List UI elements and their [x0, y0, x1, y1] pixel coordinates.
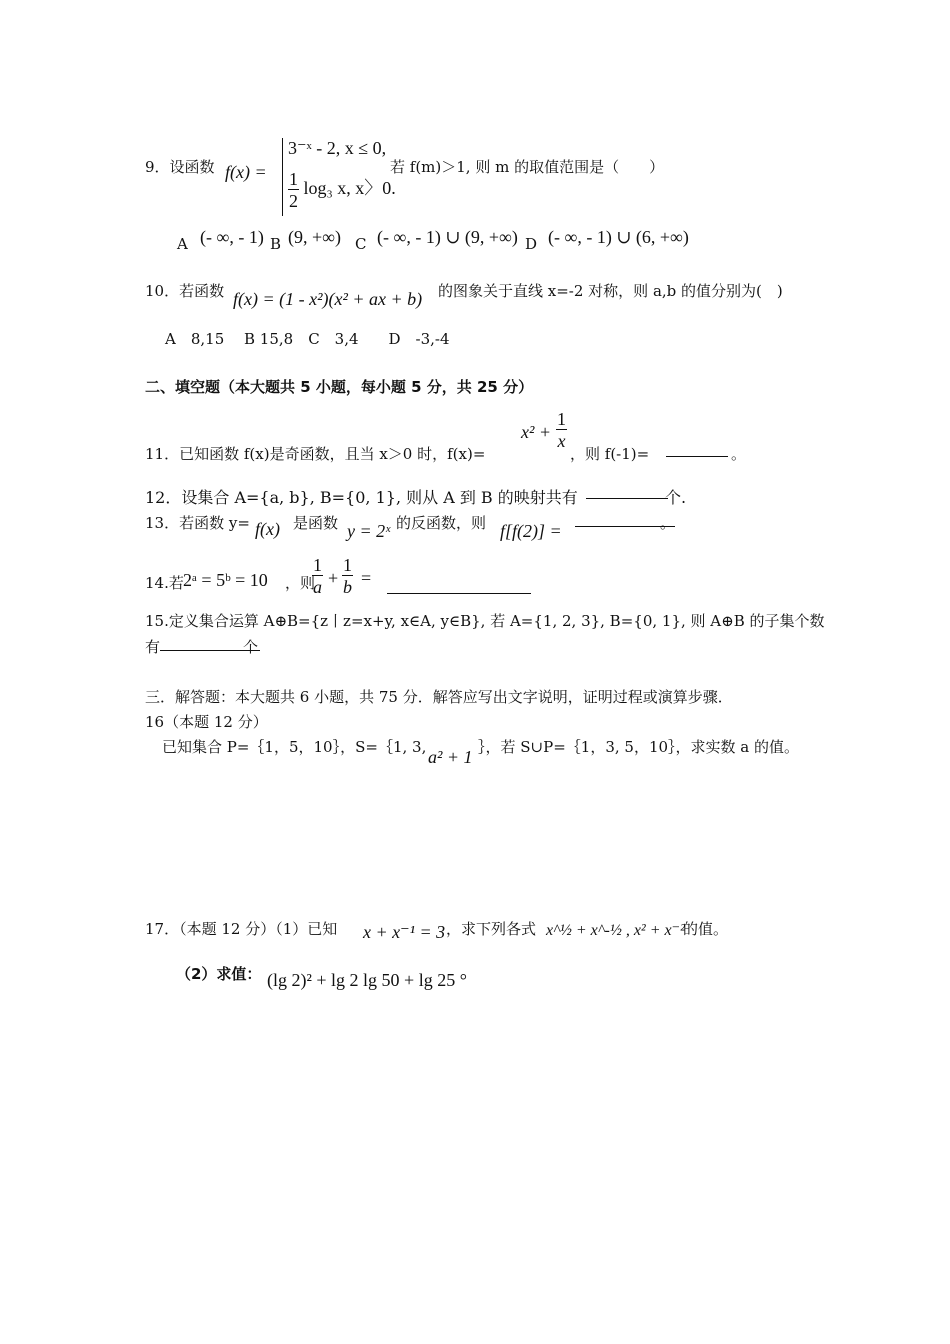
q14-frac1-num: 1	[313, 555, 322, 575]
q9-opt-a: (- ∞, - 1)	[200, 227, 264, 247]
q9-case2-num: 1	[289, 169, 298, 189]
q14-frac2-num: 1	[343, 555, 352, 575]
q17-mid: ，求下列各式	[446, 920, 537, 938]
q17-part2-label: （2）求值：	[176, 965, 262, 983]
q13-tail: 的反函数，则	[396, 514, 487, 532]
q12-end: 个.	[665, 488, 687, 507]
q14-frac2	[342, 556, 353, 596]
q13-yexpr: y = 2ˣ	[347, 521, 391, 541]
q16-text-b: ｝，若 S∪P=｛1，3, 5，10｝，求实数 a 的值。	[478, 738, 800, 756]
q11-frac-den: x	[557, 431, 566, 451]
q9-tail: 若 f(m)＞1, 则 m 的取值范围是（ ）	[390, 158, 665, 176]
q17-expr2: x^½ + x^-½ , x² + x⁻²	[546, 922, 685, 939]
q9-case1: 3⁻ˣ - 2, x ≤ 0,	[288, 138, 387, 158]
q13-fx: f(x)	[255, 519, 280, 539]
q15-end: 个	[243, 638, 259, 656]
q9-case2-rest: log₃ x, x〉0.	[303, 178, 396, 199]
q15-line2-a: 有	[145, 638, 161, 656]
q10-tail: 的图象关于直线 x=-2 对称，则 a,b 的值分别为( )	[438, 282, 783, 300]
q11-expr-a: x² +	[521, 422, 552, 442]
q14-mid: ，则	[285, 574, 316, 592]
q9-case2-den: 2	[289, 191, 298, 211]
q9-opt-b: (9, +∞)	[288, 227, 341, 247]
q16-expr: a² + 1	[428, 747, 473, 767]
q14-label: 14.若	[145, 574, 184, 592]
q12-blank	[586, 485, 668, 503]
section3-title: 三．解答题：本大题共 6 小题，共 75 分．解答应写出文字说明，证明过程或演算步骤．	[145, 688, 733, 706]
q14-eq: =	[361, 568, 372, 588]
q9-func: f(x) =	[225, 162, 267, 182]
q15-line1: 15.定义集合运算 A⊕B={z丨z=x+y, x∈A, y∈B}, 若 A={1, 2, 3}, B={0, 1}, 则 A⊕B 的子集个数	[145, 612, 825, 630]
q12-text: 12．设集合 A={a, b}, B={0, 1}, 则从 A 到 B 的映射共有	[145, 488, 578, 507]
q13-ffexpr: f[f(2)] =	[500, 521, 562, 541]
q14-plus: +	[328, 568, 339, 588]
q9-brace	[282, 138, 283, 216]
q14-blank	[387, 580, 531, 598]
q9-opt-a-letter: A	[177, 235, 188, 253]
q9-opt-d: (- ∞, - 1) ∪ (6, +∞)	[548, 227, 689, 247]
q9-label: 9．设函数	[145, 158, 215, 176]
q11-end: 。	[731, 445, 747, 463]
q17-label: 17．（本题 12 分）（1）已知	[145, 920, 338, 938]
q16-text-a: 已知集合 P=｛1，5，10｝，S=｛1, 3,	[162, 738, 427, 756]
q9-opt-d-letter: D	[525, 235, 538, 253]
q11-tail: ，则 f(-1)=	[570, 445, 650, 463]
q13-mid: 是函数	[293, 514, 339, 532]
q13-label: 13．若函数 y=	[145, 514, 250, 532]
q17-tail: 的值。	[683, 920, 729, 938]
q14-frac1	[312, 556, 323, 596]
q17-expr: x + x⁻¹ = 3	[363, 922, 446, 942]
q14-frac1-den: a	[313, 577, 322, 597]
q11-frac-num: 1	[557, 409, 566, 429]
section2-title: 二、填空题（本大题共 5 小题，每小题 5 分，共 25 分）	[145, 378, 534, 396]
q14-expr: 2ᵃ = 5ᵇ = 10	[183, 570, 268, 590]
q9-opt-c: (- ∞, - 1) ∪ (9, +∞)	[377, 227, 518, 247]
q11-blank	[666, 443, 728, 461]
q14-frac2-den: b	[343, 577, 352, 597]
q9-opt-b-letter: B	[270, 235, 282, 253]
q16-header: 16（本题 12 分）	[145, 713, 268, 731]
q17-part2-expr: (lg 2)² + lg 2 lg 50 + lg 25 °	[267, 970, 467, 990]
q11-label: 11．已知函数 f(x)是奇函数，且当 x＞0 时，f(x)=	[145, 445, 486, 463]
q9-case2	[288, 170, 396, 210]
q13-end: 。	[660, 514, 676, 532]
q9-opt-c-letter: C	[355, 235, 367, 253]
q10-expr: f(x) = (1 - x²)(x² + ax + b)	[233, 289, 423, 309]
q10-options: A 8,15 B 15,8 C 3,4 D -3,-4	[165, 330, 450, 348]
q11-frac	[556, 410, 567, 450]
q10-label: 10．若函数	[145, 282, 225, 300]
